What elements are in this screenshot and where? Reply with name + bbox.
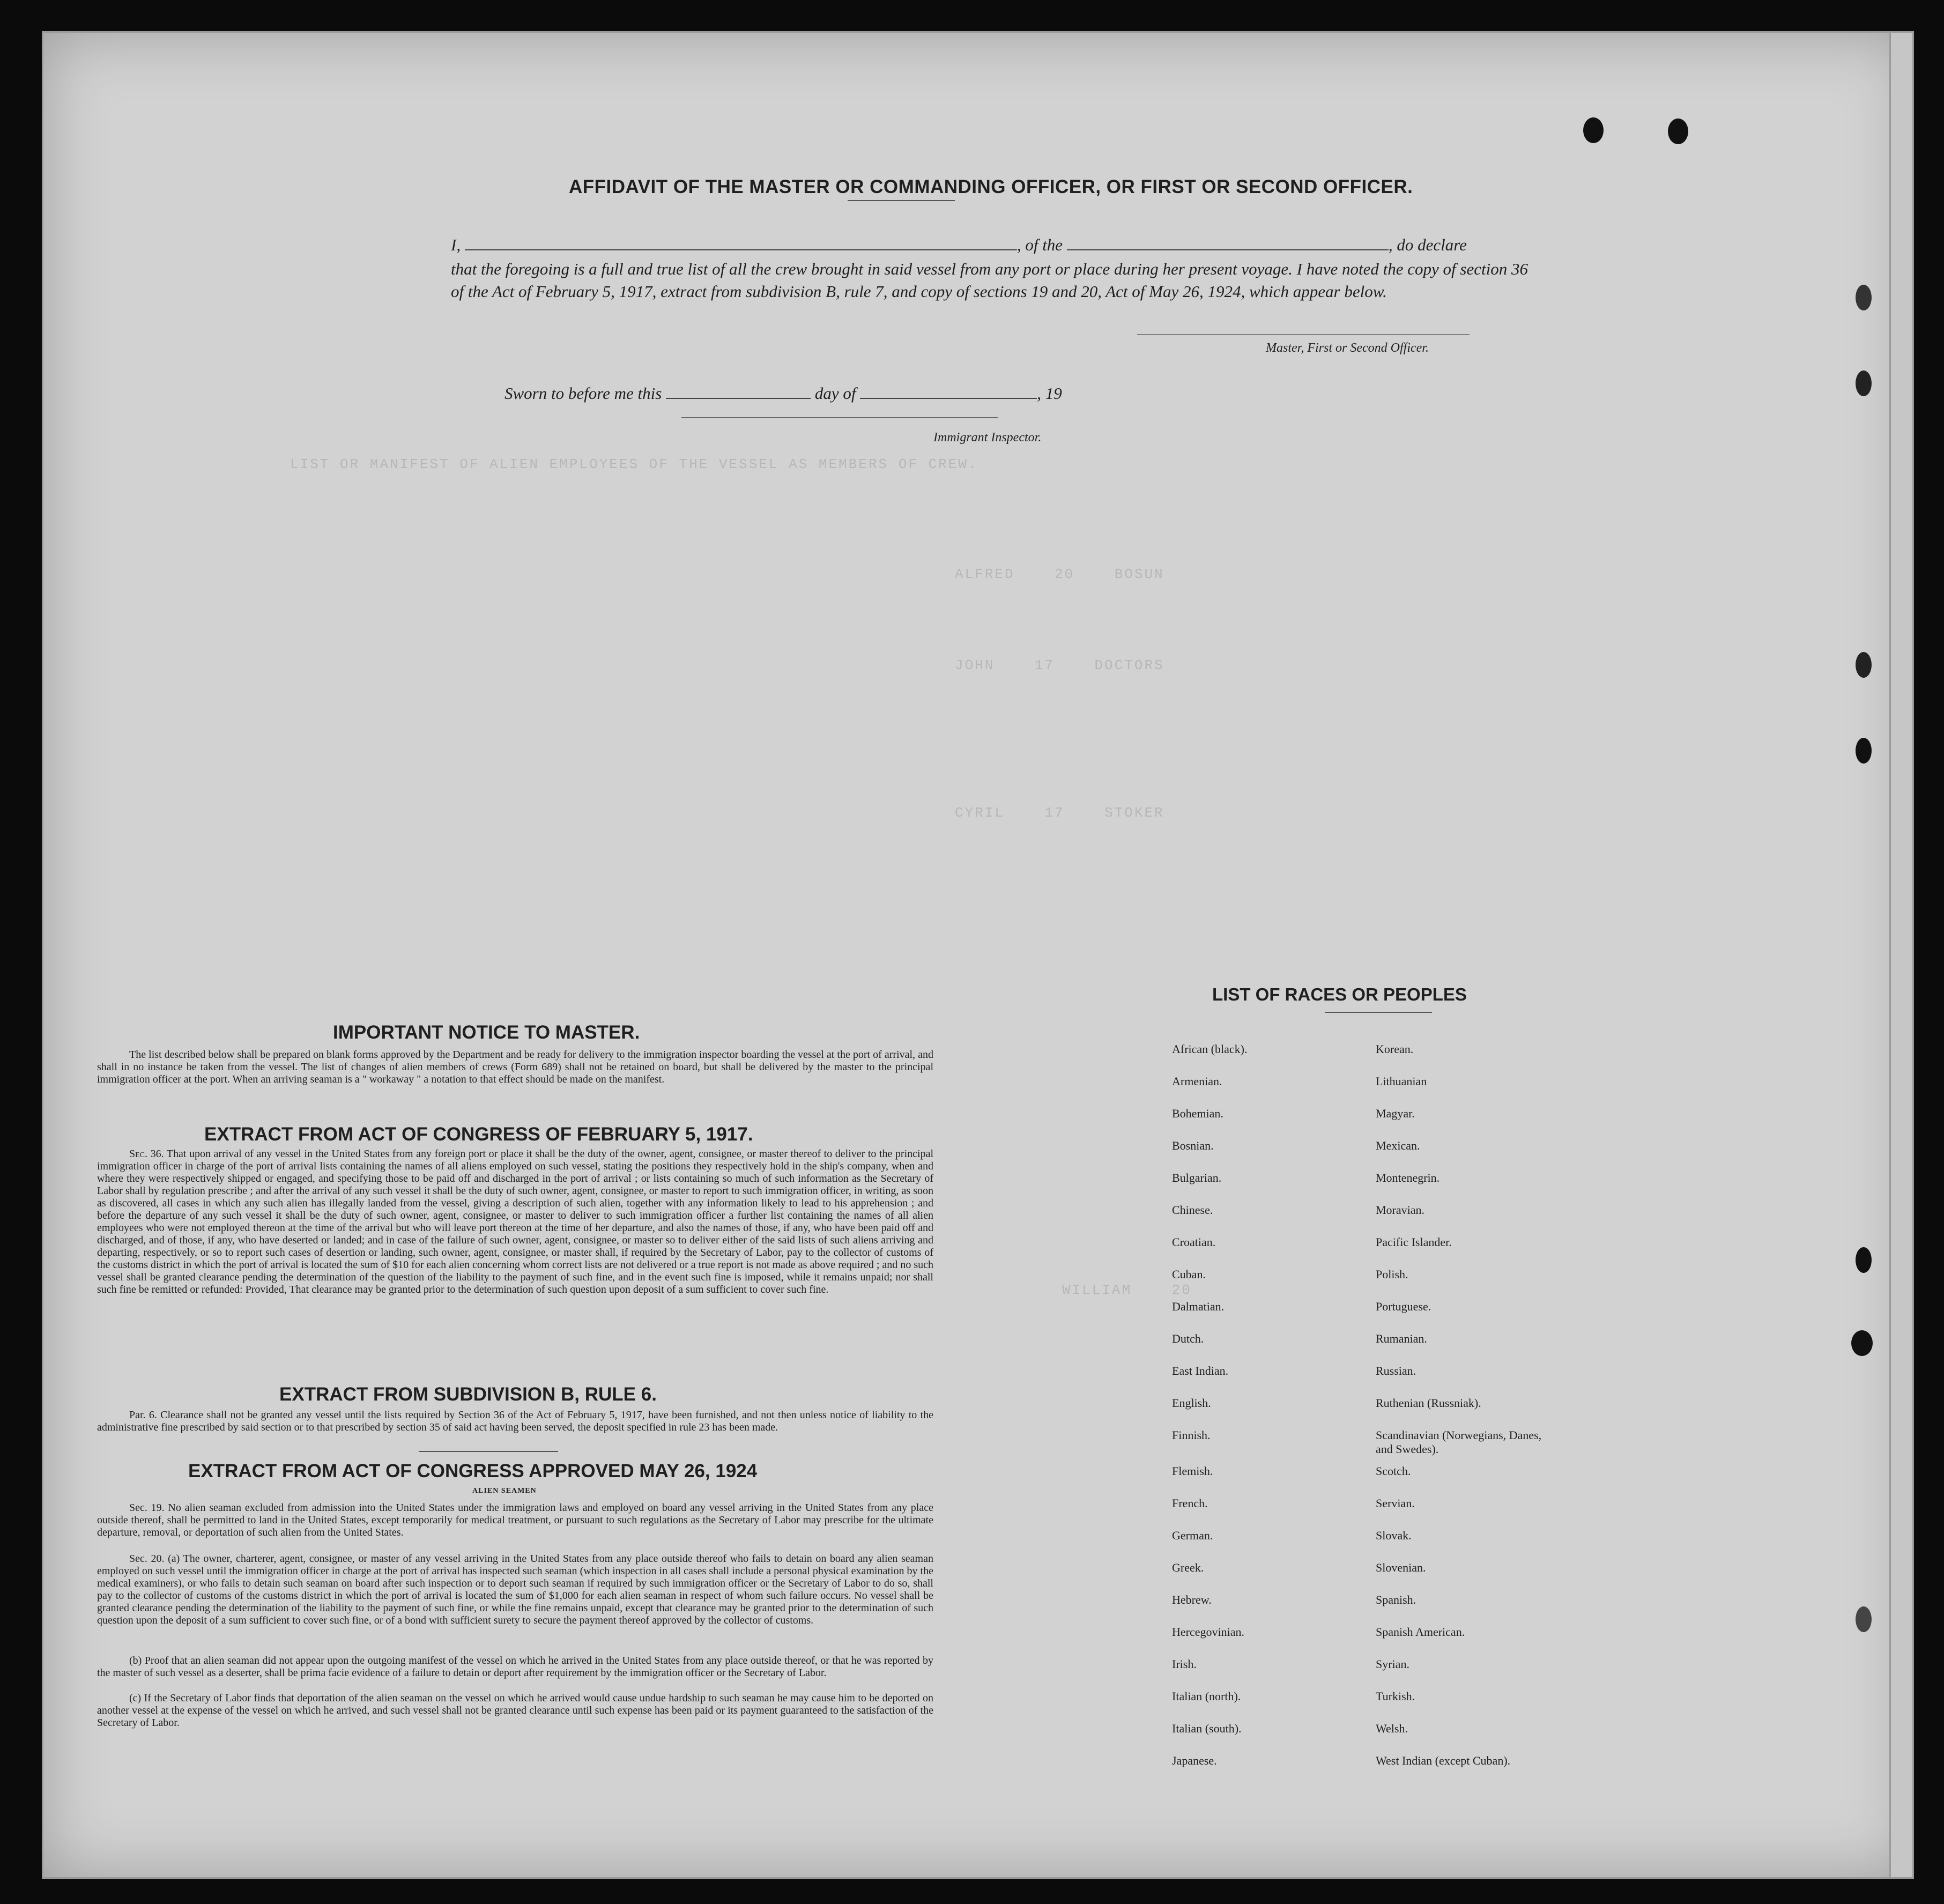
- bleed-through-text: CYRIL 17 STOKER: [955, 805, 1164, 821]
- race-item: Moravian.: [1376, 1203, 1425, 1217]
- inspector-label: Immigrant Inspector.: [933, 431, 1042, 444]
- bleed-through-text: ALFRED 20 BOSUN: [955, 566, 1164, 582]
- sec20b-text: (b) Proof that an alien seaman did not appear upon the outgoing manifest of the vessel on which he arrived in the United States from any place outside thereof, or that he was reported by the master of such vessel as a deserter, shall be prima facie evidence of a failure to detain or deport after requirement by the immigration officer or the Secretary of Labor.: [97, 1655, 933, 1679]
- race-item: Montenegrin.: [1376, 1171, 1440, 1184]
- sec36-text: That upon arrival of any vessel in the United States from any foreign port or place it shall be the duty of the owner, agent, consignee, or master thereof to deliver to the principal immigration officer in charge of the port of arrival lists containing the names of all aliens employed on such vessel, stating the positions they respectively hold in the ship's company, when and where they were respectively shipped or engaged, and specifying those to be paid off and discharged in the port of arrival ; or lists containing so much of such information as the Secretary of Labor shall by regulation prescribe ; and after the arrival of any such vessel it shall be the duty of such owner, agent, consignee, or master to report to such immigration officer, in writing, as soon as discovered, all cases in which any such alien has illegally landed from the vessel, giving a description of such alien, together with any information likely to lead to his apprehension ; and before the departure of any such vessel it shall be the duty of such owner, agent, consignee, or master to deliver to such immigration officer a further list containing the names of all alien employees who were not employed thereon at the time of the arrival but who will leave port thereon at the time of her departure, and also the names of those, if any, who have been paid off and discharged, and of those, if any, who have deserted or landed; and in case of the failure of such owner, agent, consignee, or master so to deliver either of the said lists of such aliens arriving and departing, respectively, or so to report such cases of desertion or landing, such owner, agent, consignee, or master shall, if required by the Secretary of Labor, pay to the collector of customs of the customs district in which the port of arrival is located the sum of $10 for each alien concerning whom correct lists are not delivered or a true report is not made as above required ; and no such vessel shall be granted clearance pending the determination of the question of the liability to the payment of such fine, and in the event such fine is imposed, while it remains unpaid; nor shall such fine be remitted or refunded: Provided, That clearance may be granted prior to the determination of such question upon deposit of a sum sufficient to cover such fine.: [97, 1148, 934, 1295]
- punch-hole: [1856, 1606, 1872, 1632]
- affidavit-i-label: I,: [451, 235, 461, 254]
- race-item: Ruthenian (Russniak).: [1376, 1396, 1481, 1410]
- race-item: Slovenian.: [1376, 1561, 1426, 1574]
- extract-1917-title: EXTRACT FROM ACT OF CONGRESS OF FEBRUARY 5, 1917.: [204, 1124, 753, 1145]
- race-item: Cuban.: [1172, 1268, 1206, 1281]
- race-item: Italian (north).: [1172, 1690, 1241, 1703]
- sworn-month-blank[interactable]: [860, 384, 1037, 399]
- affidavit-declaration-line: [451, 235, 1545, 255]
- race-item: East Indian.: [1172, 1364, 1229, 1377]
- bleed-through-text: JOHN 17 DOCTORS: [955, 657, 1164, 673]
- race-item: French.: [1172, 1496, 1208, 1510]
- sec20c-text: (c) If the Secretary of Labor finds that deportation of the alien seaman on the vessel on which he arrived would cause undue hardship to such seaman he may cause him to be deported on another vessel at the expense of the vessel on which he arrived, and such vessel shall not be granted clearance until such expense has been paid or its payment guaranteed to the satisfaction of the Secretary of Labor.: [97, 1692, 933, 1729]
- page-edge: [1889, 33, 1912, 1877]
- race-item: Scandinavian (Norwegians, Danes, and Swedes).: [1376, 1428, 1542, 1456]
- race-item: Bulgarian.: [1172, 1171, 1222, 1184]
- affidavit-title: AFFIDAVIT OF THE MASTER OR COMMANDING OFFICER, OR FIRST OR SECOND OFFICER.: [569, 176, 1413, 197]
- punch-hole: [1856, 738, 1872, 764]
- race-item: Spanish.: [1376, 1593, 1416, 1606]
- punch-hole: [1856, 285, 1872, 310]
- master-signature-line[interactable]: [1137, 334, 1470, 335]
- races-right-column: [1376, 1042, 1633, 1786]
- sworn-year: , 19: [1037, 384, 1062, 403]
- sworn-line: [504, 384, 1062, 403]
- race-item: Turkish.: [1376, 1690, 1415, 1703]
- race-item: Japanese.: [1172, 1754, 1217, 1767]
- affidavit-declare-label: , do declare: [1388, 235, 1467, 254]
- race-item: Welsh.: [1376, 1722, 1408, 1735]
- notice-title: IMPORTANT NOTICE TO MASTER.: [333, 1022, 640, 1043]
- races-title: LIST OF RACES OR PEOPLES: [1212, 984, 1467, 1004]
- punch-hole: [1851, 1330, 1873, 1356]
- race-item: German.: [1172, 1529, 1213, 1542]
- punch-hole: [1856, 1247, 1872, 1273]
- sec36-label: Sec. 36.: [129, 1148, 164, 1160]
- race-item: Lithuanian: [1376, 1075, 1427, 1088]
- affidavit-body: that the foregoing is a full and true list of all the crew brought in said vessel from any port or place during her present voyage. I have noted the copy of section 36 of the Act of February 5, 1917, extract from subdivision B, rule 7, and copy of sections 19 and 20, Act of May 26, 1924, which appear below.: [451, 260, 1528, 301]
- race-item: African (black).: [1172, 1042, 1248, 1056]
- race-item: Finnish.: [1172, 1428, 1211, 1442]
- race-item: Armenian.: [1172, 1075, 1222, 1088]
- race-item: Servian.: [1376, 1496, 1415, 1510]
- race-item: Magyar.: [1376, 1107, 1415, 1120]
- race-item: Slovak.: [1376, 1529, 1412, 1542]
- punch-hole: [1856, 371, 1872, 396]
- race-item: West Indian (except Cuban).: [1376, 1754, 1511, 1767]
- races-left-column: [1172, 1042, 1360, 1786]
- race-item: Irish.: [1172, 1657, 1197, 1671]
- race-item: Bohemian.: [1172, 1107, 1223, 1120]
- race-item: Syrian.: [1376, 1657, 1409, 1671]
- extract-rule6-text: Par. 6. Clearance shall not be granted any vessel until the lists required by Section 36 of the Act of February 5, 1917, have been furnished, and not then unless notice of liability to the administrative fine prescribed by said section or to that prescribed by section 35 of said act having been served, the deposit specified in rule 23 has been made.: [97, 1409, 933, 1433]
- race-item: Polish.: [1376, 1268, 1408, 1281]
- sworn-prefix: Sworn to before me this: [504, 384, 662, 403]
- divider: [1325, 1012, 1432, 1013]
- bleed-through-text: LIST OR MANIFEST OF ALIEN EMPLOYEES OF THE VESSEL AS MEMBERS OF CREW.: [290, 456, 978, 472]
- race-item: Hebrew.: [1172, 1593, 1212, 1606]
- race-item: English.: [1172, 1396, 1211, 1410]
- master-name-blank[interactable]: [465, 235, 1017, 250]
- punch-hole: [1583, 117, 1604, 143]
- inspector-signature-line[interactable]: [681, 417, 998, 418]
- race-item: Spanish American.: [1376, 1625, 1465, 1639]
- race-item: Chinese.: [1172, 1203, 1213, 1217]
- sworn-day-of: day of: [814, 384, 856, 403]
- race-item: Croatian.: [1172, 1235, 1216, 1249]
- affidavit-of-the-label: , of the: [1016, 235, 1063, 254]
- sworn-day-blank[interactable]: [666, 384, 811, 399]
- extract-1917-text: [97, 1148, 933, 1296]
- extract-1924-subtitle: ALIEN SEAMEN: [472, 1487, 537, 1495]
- master-signature-label: Master, First or Second Officer.: [1266, 341, 1429, 355]
- extract-1924-title: EXTRACT FROM ACT OF CONGRESS APPROVED MAY 26, 1924: [188, 1461, 758, 1481]
- race-item: Russian.: [1376, 1364, 1416, 1377]
- notice-text: The list described below shall be prepared on blank forms approved by the Department and be ready for delivery to the immigration inspector boarding the vessel at the port of arrival, and shall in no instance be taken from the vessel. The list of changes of alien members of crews (Form 689) shall not be retained on board, but shall be delivered by the master to the principal immigration officer at the port. When an arriving seaman is a " workaway " a notation to that effect should be made on the manifest.: [97, 1049, 933, 1085]
- race-item: Hercegovinian.: [1172, 1625, 1244, 1639]
- race-item: Dalmatian.: [1172, 1300, 1225, 1313]
- race-item: Pacific Islander.: [1376, 1235, 1452, 1249]
- sec19-text: Sec. 19. No alien seaman excluded from admission into the United States under the immigration laws and employed on board any vessel arriving in the United States from any place outside thereof, shall be permitted to land in the United States, except temporarily for medical treatment, or pursuant to such regulations as the Secretary of Labor may prescribe for the ultimate departure, removal, or deportation of such alien from the United States.: [97, 1502, 933, 1538]
- race-item: Flemish.: [1172, 1464, 1213, 1478]
- race-item: Portuguese.: [1376, 1300, 1431, 1313]
- race-item: Mexican.: [1376, 1139, 1420, 1152]
- race-item: Scotch.: [1376, 1464, 1411, 1478]
- race-item: Korean.: [1376, 1042, 1414, 1056]
- document-sheet: [42, 31, 1914, 1879]
- divider: [848, 200, 955, 201]
- race-item: Greek.: [1172, 1561, 1204, 1574]
- sec20a-text: Sec. 20. (a) The owner, charterer, agent, consignee, or master of any vessel arriving in the United States from any place outside thereof who fails to detain on board any alien seaman employed on such vessel until the immigration officer in charge at the port of arrival has inspected such seaman (which inspection in all cases shall include a personal physical examination by the medical examiners), or who fails to detain such seaman on board after such inspection or to deport such seaman if required by such immigration officer or the Secretary of Labor to do so, shall pay to the collector of customs of the customs district in which the port of arrival is located the sum of $1,000 for each alien seaman in respect of whom such failure occurs. No vessel shall be granted clearance pending the determination of the liability to the payment of such fine, or while the fine remains unpaid, except that clearance may be granted prior to the determination of such question upon the deposit of a sum sufficient to cover such fine, or of a bond with sufficient surety to secure the payment thereof approved by the collector of customs.: [97, 1553, 933, 1626]
- race-item: Italian (south).: [1172, 1722, 1242, 1735]
- punch-hole: [1856, 652, 1872, 678]
- bleed-through-text: WILLIAM 20: [1062, 1282, 1192, 1298]
- race-item: Rumanian.: [1376, 1332, 1427, 1345]
- punch-hole: [1668, 118, 1688, 144]
- extract-rule6-title: EXTRACT FROM SUBDIVISION B, RULE 6.: [279, 1384, 657, 1405]
- race-item: Bosnian.: [1172, 1139, 1214, 1152]
- vessel-name-blank[interactable]: [1067, 235, 1389, 250]
- divider: [419, 1451, 558, 1452]
- race-item: Dutch.: [1172, 1332, 1204, 1345]
